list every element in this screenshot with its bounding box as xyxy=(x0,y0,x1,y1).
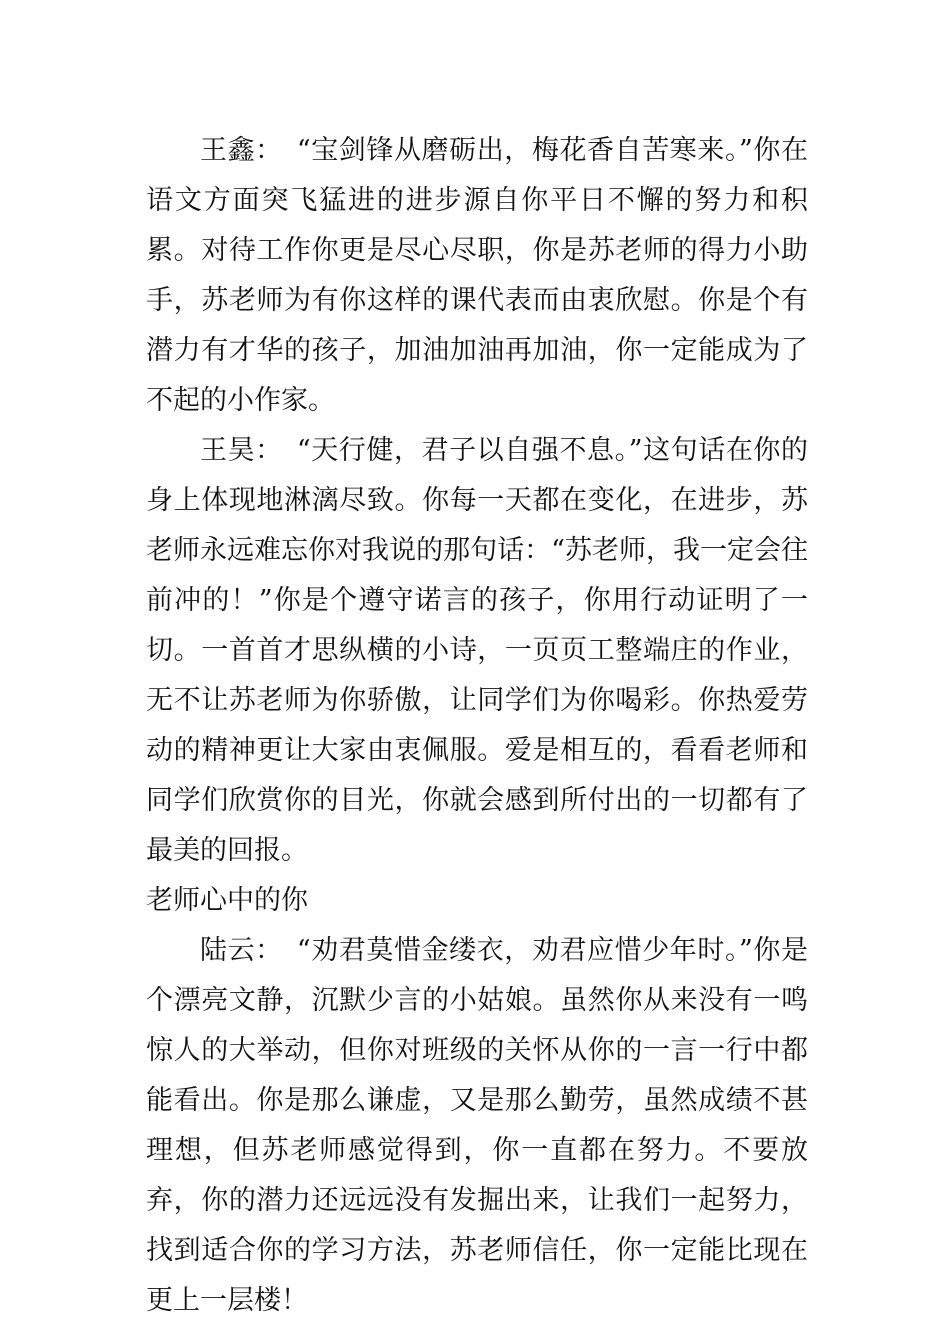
paragraph-wang-xin: 王鑫： “宝剑锋从磨砺出，梅花香自苦寒来。”你在语文方面突飞猛进的进步源自你平日不懈的努力和积累。对待工作你更是尽心尽职，你是苏老师的得力小助手，苏老师为有你这样的课代表而由衷欣慰。你是个有潜力有才华的孩子，加油加油再加油，你一定能成为了不起的小作家。 xyxy=(146,135,808,416)
paragraph-wang-hao: 王昊： “天行健，君子以自强不息。”这句话在你的身上体现地淋漓尽致。你每一天都在变化，在进步，苏老师永远难忘你对我说的那句话：“苏老师，我一定会往前冲的！”你是个遵守诺言的孩子，你用行动证明了一切。一首首才思纵横的小诗，一页页工整端庄的作业，无不让苏老师为你骄傲，让同学们为你喝彩。你热爱劳动的精神更让大家由衷佩服。爱是相互的，看看老师和同学们欣赏你的目光，你就会感到所付出的一切都有了最美的回报。 xyxy=(146,435,808,866)
section-heading: 老师心中的你 xyxy=(146,885,308,916)
paragraph-lu-yun: 陆云： “劝君莫惜金缕衣，劝君应惜少年时。”你是个漂亮文静，沉默少言的小姑娘。虽然你从来没有一鸣惊人的大举动，但你对班级的关怀从你的一言一行中都能看出。你是那么谦虚，又是那么勤劳，虽然成绩不甚理想，但苏老师感觉得到，你一直都在努力。不要放弃，你的潜力还远远没有发掘出来，让我们一起努力，找到适合你的学习方法，苏老师信任，你一定能比现在更上一层楼！ xyxy=(146,935,808,1316)
document-body xyxy=(146,126,808,1326)
